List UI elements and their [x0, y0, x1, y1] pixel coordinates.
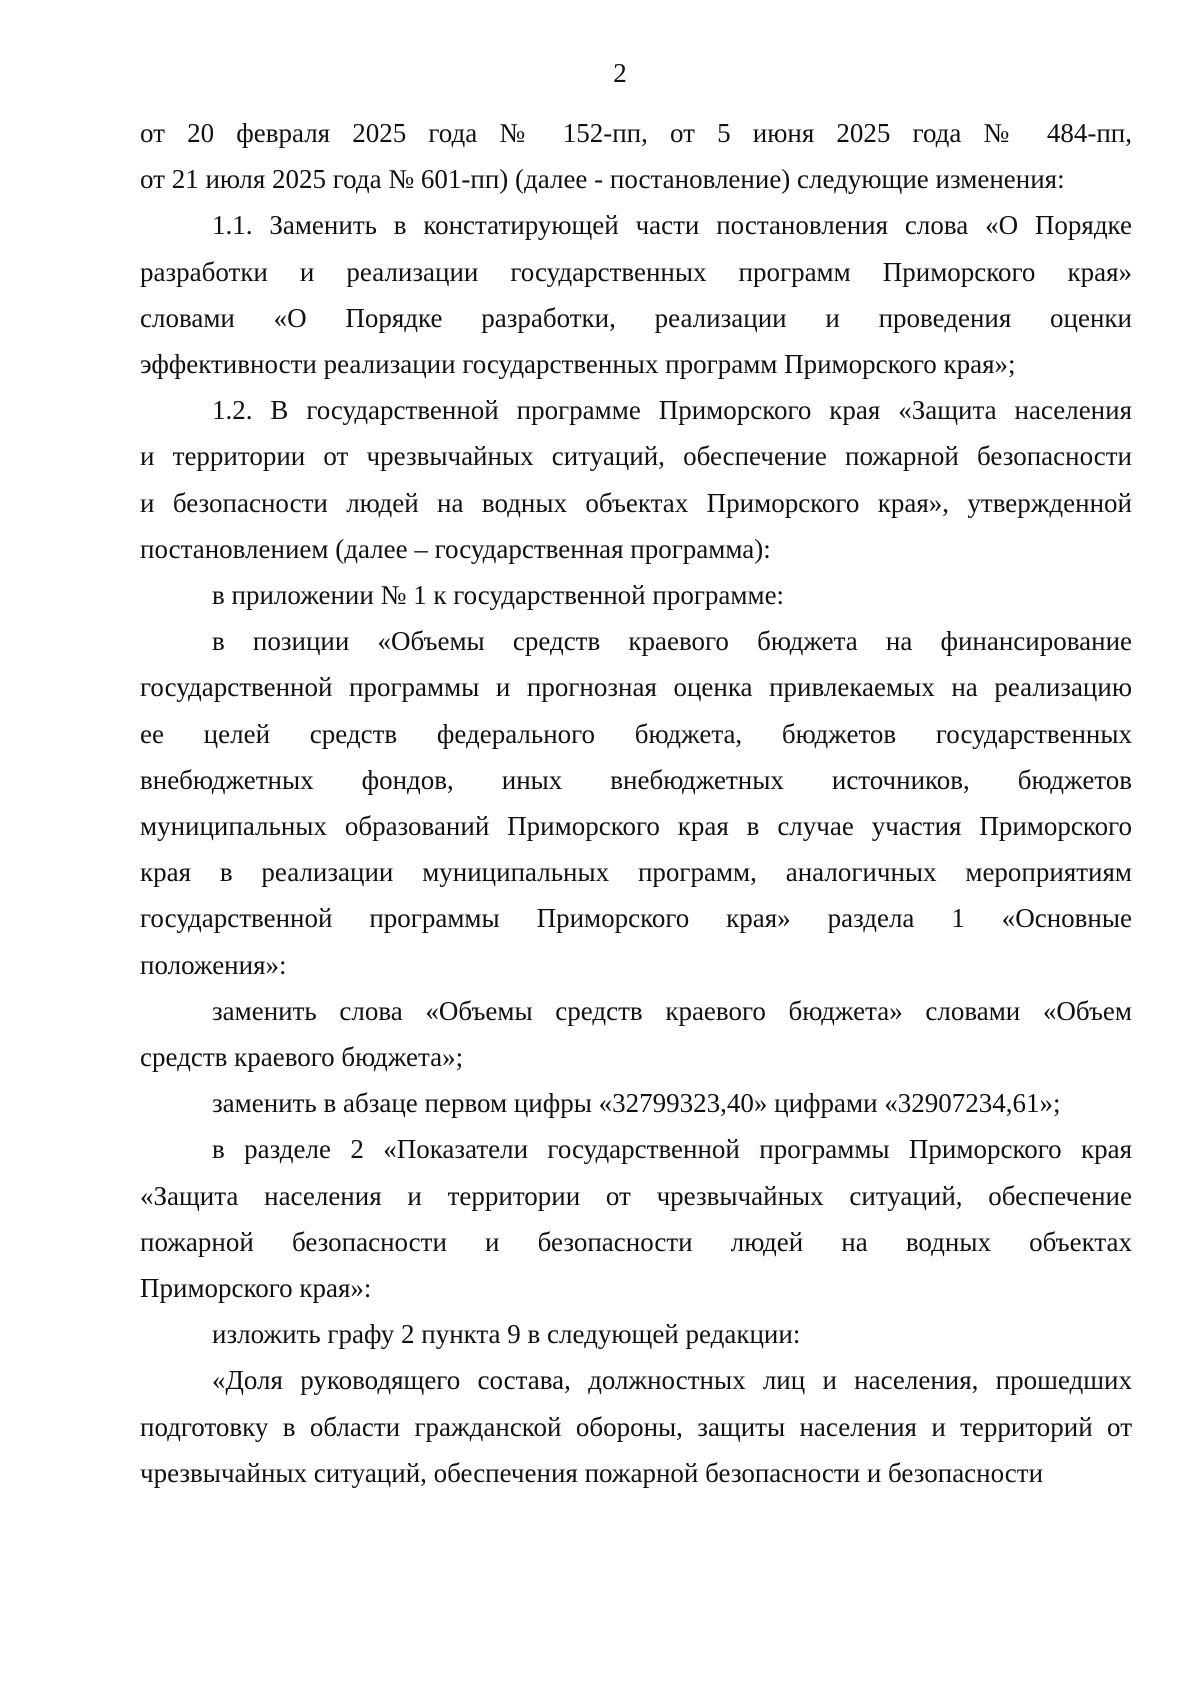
- text-line: в позиции «Объемы средств краевого бюджета на финансирование: [212, 626, 1132, 657]
- text-line: чрезвычайных ситуаций, обеспечения пожарной безопасности и безопасности: [140, 1457, 1044, 1488]
- text-line: Приморского края»:: [140, 1273, 372, 1304]
- text-line: «Доля руководящего состава, должностных лиц и населения, прошедших: [212, 1365, 1132, 1396]
- text-line: в разделе 2 «Показатели государственной программы Приморского края: [212, 1134, 1132, 1165]
- text-line: постановлением (далее – государственная программа):: [140, 533, 771, 564]
- text-line: положения»:: [140, 949, 287, 980]
- paragraph: [140, 988, 1132, 1080]
- text-line: пожарной безопасности и безопасности людей на водных объектах: [140, 1226, 1132, 1257]
- page-number: 2: [613, 58, 627, 88]
- paragraph: [140, 110, 1132, 202]
- text-line: изложить графу 2 пункта 9 в следующей редакции:: [212, 1319, 801, 1350]
- text-line: ее целей средств федерального бюджета, бюджетов государственных: [140, 718, 1132, 749]
- text-line: муниципальных образований Приморского края в случае участия Приморского: [140, 811, 1132, 842]
- paragraph: [140, 1080, 1132, 1126]
- text-line: 1.2. В государственной программе Приморского края «Защита населения: [212, 395, 1132, 426]
- text-line: и территории от чрезвычайных ситуаций, обеспечение пожарной безопасности: [140, 441, 1132, 472]
- text-line: «Защита населения и территории от чрезвычайных ситуаций, обеспечение: [140, 1180, 1132, 1211]
- text-line: заменить слова «Объемы средств краевого бюджета» словами «Объем: [212, 995, 1132, 1026]
- text-line: в приложении № 1 к государственной программе:: [212, 580, 785, 611]
- text-line: средств краевого бюджета»;: [140, 1042, 464, 1073]
- paragraph: [140, 1311, 1132, 1357]
- paragraph: [140, 202, 1132, 387]
- text-line: от 20 февраля 2025 года № 152-пп, от 5 июня 2025 года № 484-пп,: [140, 118, 1132, 148]
- text-line: государственной программы и прогнозная оценка привлекаемых на реализацию: [140, 672, 1132, 703]
- text-line: эффективности реализации государственных программ Приморского края»;: [140, 349, 1016, 380]
- text-line: словами «О Порядке разработки, реализации и проведения оценки: [140, 302, 1132, 333]
- paragraph: [140, 1357, 1132, 1496]
- paragraph: [140, 387, 1132, 572]
- text-line: и безопасности людей на водных объектах Приморского края», утвержденной: [140, 487, 1132, 518]
- text-line: внебюджетных фондов, иных внебюджетных источников, бюджетов: [140, 764, 1132, 795]
- text-line: подготовку в области гражданской обороны, защиты населения и территорий от: [140, 1411, 1132, 1442]
- text-line: заменить в абзаце первом цифры «32799323,40» цифрами «32907234,61»;: [212, 1088, 1061, 1119]
- text-line: края в реализации муниципальных программ, аналогичных мероприятиям: [140, 857, 1132, 888]
- paragraph: [140, 572, 1132, 618]
- text-line: разработки и реализации государственных программ Приморского края»: [140, 256, 1132, 287]
- paragraph: [140, 1126, 1132, 1311]
- paragraph: [140, 618, 1132, 988]
- text-line: государственной программы Приморского края» раздела 1 «Основные: [140, 903, 1132, 934]
- text-line: от 21 июля 2025 года № 601-пп) (далее - постановление) следующие изменения:: [140, 164, 1065, 195]
- document-body: [140, 110, 1132, 1496]
- text-line: 1.1. Заменить в констатирующей части постановления слова «О Порядке: [212, 210, 1132, 241]
